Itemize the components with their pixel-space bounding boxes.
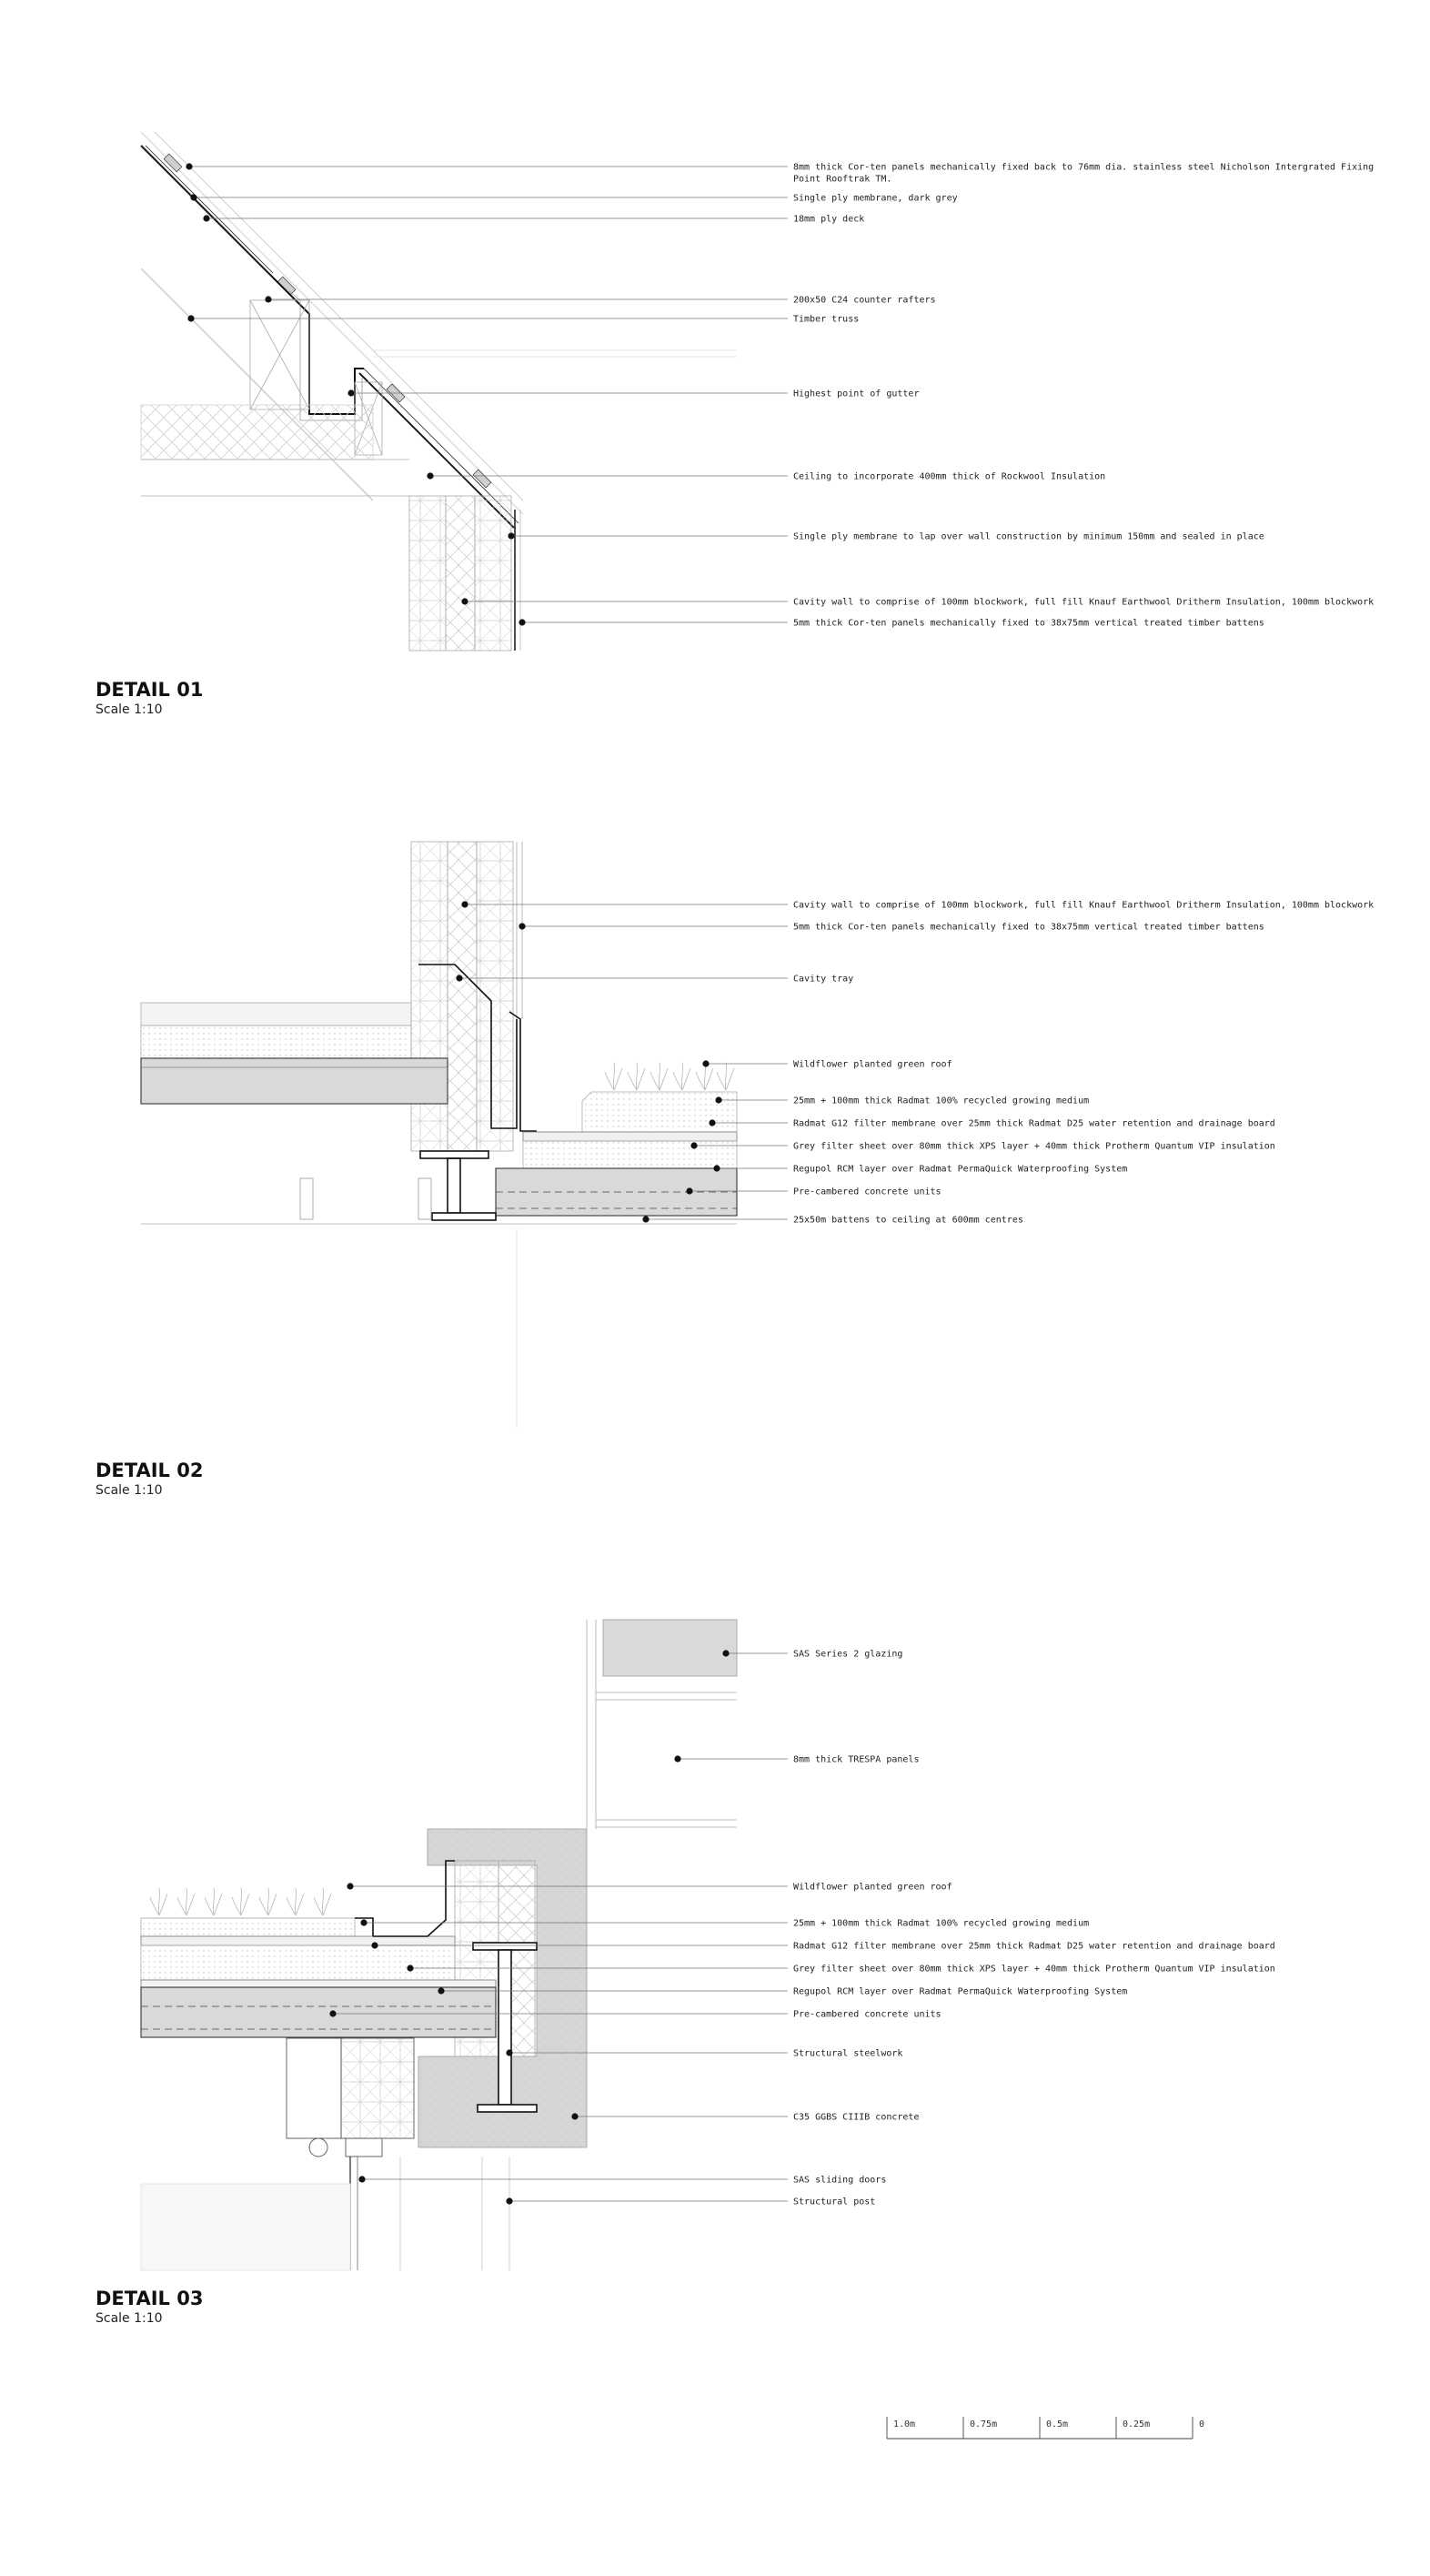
- detail-02-scale: Scale 1:10: [96, 1483, 163, 1498]
- detail-02-cavity-wall: [411, 842, 522, 1429]
- leader-dot: [508, 532, 514, 539]
- leader-dot: [713, 1165, 720, 1171]
- scale-bar-label: 1.0m: [893, 2419, 916, 2430]
- detail-03-callout-11: [358, 2176, 886, 2186]
- detail-01-ceiling-insulation: [141, 405, 373, 460]
- detail-03-drawing: [141, 1620, 737, 2270]
- detail-01-callout-7: [427, 472, 1105, 482]
- detail-01-callout-9: [461, 598, 1374, 608]
- detail-01-title-block: [96, 679, 203, 717]
- callout-label: Radmat G12 filter membrane over 25mm thick Radmat D25 water retention and drainage board: [793, 1941, 1275, 1952]
- leader-dot: [506, 2197, 512, 2204]
- leader-dot: [265, 296, 271, 302]
- detail-02-title: DETAIL 02: [96, 1460, 204, 1481]
- detail-01-callout-5: [187, 315, 859, 325]
- detail-02-callout-4: [702, 1060, 952, 1070]
- detail-01-cavity-wall: [409, 496, 520, 651]
- callout-label: Grey filter sheet over 80mm thick XPS layer + 40mm thick Protherm Quantum VIP insulation: [793, 1141, 1275, 1152]
- detail-01-drawing: [141, 132, 737, 651]
- callout-label: C35 GGBS CIIIB concrete: [793, 2112, 920, 2123]
- leader-dot: [347, 1883, 353, 1889]
- callout-label: Ceiling to incorporate 400mm thick of Rockwool Insulation: [793, 471, 1106, 482]
- callout-label: SAS sliding doors: [793, 2175, 887, 2186]
- leader-dot: [360, 1919, 367, 1925]
- detail-03-title-block: [96, 2288, 203, 2326]
- detail-01-roof-slope: [141, 132, 523, 528]
- callout-label: Highest point of gutter: [793, 389, 920, 399]
- detail-03-callout-12: [506, 2197, 875, 2207]
- callout-label: Regupol RCM layer over Radmat PermaQuick Waterproofing System: [793, 1164, 1128, 1175]
- callout-label: 8mm thick Cor-ten panels mechanically fixed back to 76mm dia. stainless steel Nicholson Intergrated Fixing: [793, 162, 1375, 173]
- leader-dot: [427, 472, 433, 479]
- callout-label: Structural steelwork: [793, 2048, 903, 2059]
- callout-label: Radmat G12 filter membrane over 25mm thick Radmat D25 water retention and drainage board: [793, 1118, 1275, 1129]
- detail-01-callout-10: [519, 619, 1264, 629]
- callout-label: Cavity wall to comprise of 100mm blockwork, full fill Knauf Earthwool Dritherm Insulation, 100mm blockwork: [793, 900, 1375, 911]
- leader-dot: [461, 901, 468, 907]
- detail-02-callout-3: [456, 975, 853, 985]
- callout-label: Single ply membrane to lap over wall construction by minimum 150mm and sealed in place: [793, 531, 1264, 542]
- leader-dot: [709, 1119, 715, 1126]
- detail-02-drawing: [141, 842, 737, 1429]
- callout-layer: [186, 163, 1374, 2207]
- leader-dot: [519, 923, 525, 929]
- leader-dot: [690, 1142, 697, 1148]
- callout-label: 200x50 C24 counter rafters: [793, 295, 936, 306]
- leader-dot: [506, 2049, 512, 2056]
- callout-label: Structural post: [793, 2197, 876, 2207]
- detail-03-green-roof: [141, 1861, 496, 2037]
- detail-02-callout-8: [713, 1165, 1127, 1175]
- leader-dot: [358, 2176, 365, 2182]
- detail-01-callout-4: [265, 296, 935, 306]
- scale-bar-label: 0.25m: [1123, 2419, 1151, 2430]
- detail-01-callout-3: [203, 215, 864, 225]
- detail-02-callout-2: [519, 923, 1264, 933]
- scale-bar: [887, 2417, 1204, 2439]
- leader-dot: [329, 2010, 336, 2016]
- detail-02-callout-7: [690, 1142, 1274, 1152]
- callout-label: Timber truss: [793, 314, 860, 325]
- leader-dot: [571, 2113, 578, 2119]
- leader-dot: [186, 163, 192, 169]
- leader-dot: [461, 598, 468, 604]
- scale-bar-label: 0.75m: [970, 2419, 998, 2430]
- detail-02-callout-6: [709, 1119, 1274, 1129]
- leader-dot: [702, 1060, 709, 1066]
- detail-03-callout-3: [347, 1883, 952, 1893]
- leader-dot: [519, 619, 525, 625]
- detail-03-callout-10: [571, 2113, 919, 2123]
- callout-label: 5mm thick Cor-ten panels mechanically fixed to 38x75mm vertical treated timber battens: [793, 618, 1264, 629]
- detail-03-callout-1: [722, 1650, 902, 1660]
- detail-01-callout-1: [186, 163, 1374, 185]
- leader-dot: [407, 1965, 413, 1971]
- detail-01-callout-6: [347, 389, 919, 399]
- callout-label: 25x50m battens to ceiling at 600mm centres: [793, 1215, 1023, 1226]
- leader-dot: [190, 194, 196, 200]
- callout-label: Pre-cambered concrete units: [793, 2009, 942, 2020]
- detail-03-glazing: [603, 1620, 737, 1676]
- detail-01-gutter: [273, 278, 364, 420]
- detail-02-green-roof: [496, 1063, 737, 1216]
- leader-dot: [203, 215, 209, 221]
- callout-label: SAS Series 2 glazing: [793, 1649, 903, 1660]
- callout-label: 18mm ply deck: [793, 214, 865, 225]
- callout-label: Cavity wall to comprise of 100mm blockwork, full fill Knauf Earthwool Dritherm Insulation, 100mm blockwork: [793, 597, 1375, 608]
- callout-label: Regupol RCM layer over Radmat PermaQuick Waterproofing System: [793, 1986, 1128, 1997]
- scale-bar-label: 0: [1199, 2419, 1205, 2430]
- detail-02-title-block: [96, 1460, 203, 1498]
- callout-label: Pre-cambered concrete units: [793, 1187, 942, 1197]
- leader-dot: [722, 1650, 729, 1656]
- detail-03-title: DETAIL 03: [96, 2288, 204, 2309]
- callout-label: 25mm + 100mm thick Radmat 100% recycled growing medium: [793, 1096, 1090, 1106]
- leader-dot: [456, 975, 462, 981]
- detail-01-title: DETAIL 01: [96, 679, 204, 701]
- leader-dot: [686, 1187, 692, 1194]
- callout-label: Grey filter sheet over 80mm thick XPS layer + 40mm thick Protherm Quantum VIP insulation: [793, 1964, 1275, 1975]
- leader-dot: [371, 1942, 378, 1948]
- callout-label: Wildflower planted green roof: [793, 1059, 952, 1070]
- leader-dot: [674, 1755, 680, 1762]
- leader-dot: [438, 1987, 444, 1994]
- detail-01-scale: Scale 1:10: [96, 702, 163, 717]
- callout-label: Cavity tray: [793, 974, 854, 985]
- leader-dot: [347, 389, 354, 396]
- detail-02-callout-5: [715, 1096, 1089, 1106]
- detail-01-callout-8: [508, 532, 1264, 542]
- callout-label: Single ply membrane, dark grey: [793, 193, 958, 204]
- detail-02-internal-floor: [141, 1003, 448, 1104]
- callout-label: Wildflower planted green roof: [793, 1882, 952, 1893]
- scale-bar-label: 0.5m: [1046, 2419, 1069, 2430]
- detail-02-callout-1: [461, 901, 1374, 911]
- detail-03-scale: Scale 1:10: [96, 2311, 163, 2326]
- callout-label: 8mm thick TRESPA panels: [793, 1754, 920, 1765]
- detail-03-callout-2: [674, 1755, 919, 1765]
- leader-dot: [187, 315, 194, 321]
- callout-label: Point Rooftrak TM.: [793, 174, 892, 185]
- callout-label: 5mm thick Cor-ten panels mechanically fixed to 38x75mm vertical treated timber battens: [793, 922, 1264, 933]
- callout-label: 25mm + 100mm thick Radmat 100% recycled growing medium: [793, 1918, 1090, 1929]
- detail-01-callout-2: [190, 194, 957, 204]
- leader-dot: [715, 1096, 721, 1103]
- leader-dot: [642, 1216, 649, 1222]
